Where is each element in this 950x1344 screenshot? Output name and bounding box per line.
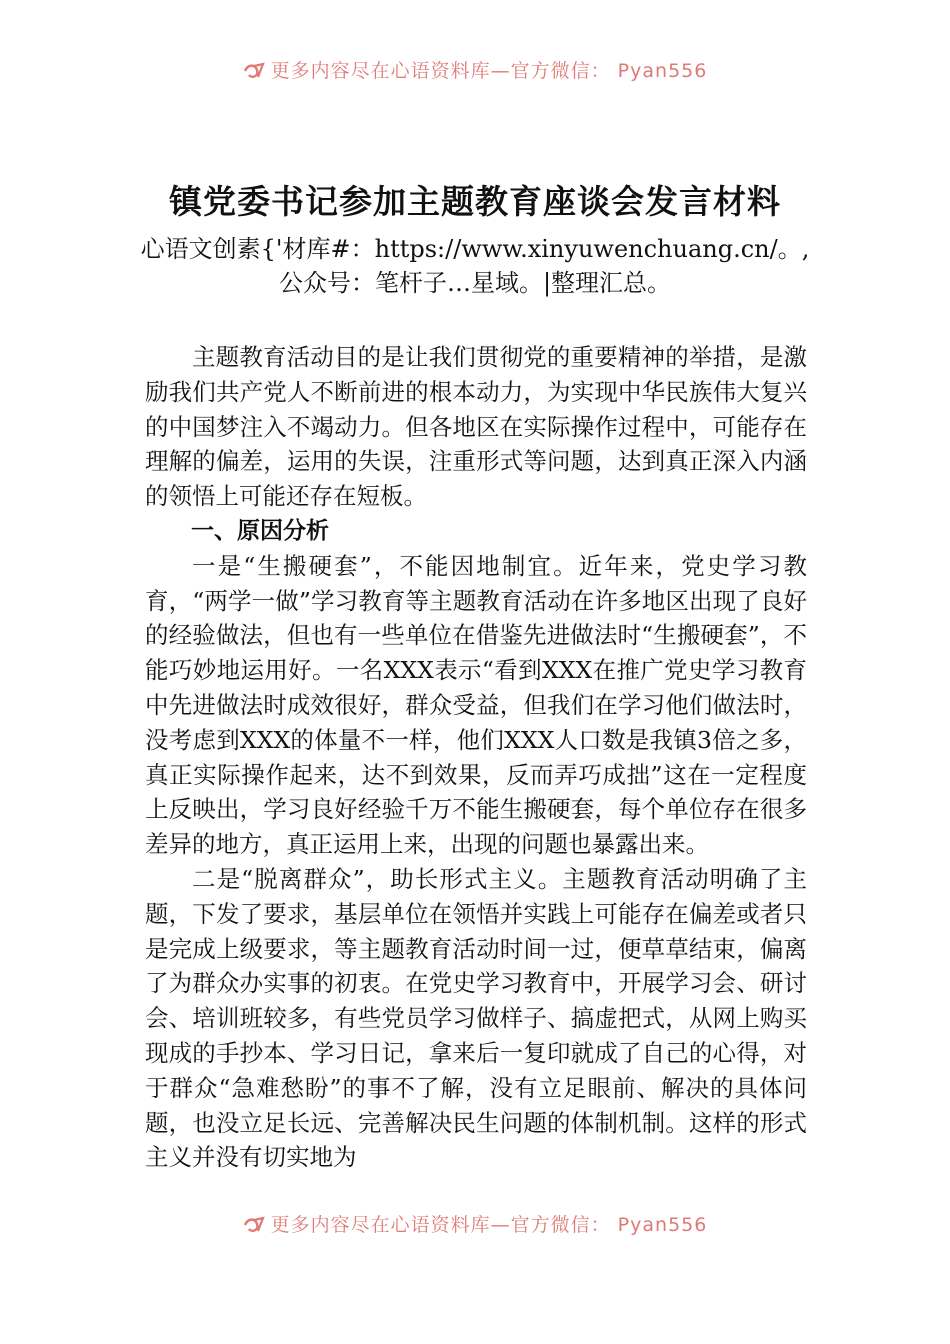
document-body [145,340,807,1175]
watermark-header [0,56,950,82]
body-paragraph: 一是“生搬硬套”，不能因地制宜。近年来，党史学习教育，“两学一做”学习教育等主题教育活动在许多地区出现了良好的经验做法，但也有一些单位在借鉴先进做法时“生搬硬套”，不能巧妙地运用好。一名XXX表示“看到XXX在推广党史学习教育中先进做法时成效很好，群众受益，但我们在学习他们做法时，没考虑到XXX的体量不一样，他们XXX人口数是我镇3倍之多，真正实际操作起来，达不到效果，反而弄巧成拙”这在一定程度上反映出，学习良好经验千万不能生搬硬套，每个单位存在很多差异的地方，真正运用上来，出现的问题也暴露出来。 [145,551,807,859]
section-heading: 一、原因分析 [191,517,329,544]
watermark-text: 更多内容尽在心语资料库—官方微信： Pyan556 [270,1214,708,1236]
watermark-footer [0,1210,950,1236]
document-source-note: 心语文创素{'材库#：https://www.xinyuwenchuang.cn/。,公众号：笔杆子…星域。|整理汇总。 [140,235,810,297]
document-title: 镇党委书记参加主题教育座谈会发言材料 [169,182,781,221]
body-paragraph: 二是“脱离群众”，助长形式主义。主题教育活动明确了主题，下发了要求，基层单位在领悟并实践上可能存在偏差或者只是完成上级要求，等主题教育活动时间一过，便草草结束，偏离了为群众办实事的初衷。在党史学习教育中，开展学习会、研讨会、培训班较多，有些党员学习做样子、搞虚把式，从网上购买现成的手抄本、学习日记，拿来后一复印就成了自己的心得，对于群众“急难愁盼”的事不了解，没有立足眼前、解决的具体问题，也没立足长远、完善解决民生问题的体制机制。这样的形式主义并没有切实地为 [145,864,807,1172]
intro-paragraph: 主题教育活动目的是让我们贯彻党的重要精神的举措，是激励我们共产党人不断前进的根本动力，为实现中华民族伟大复兴的中国梦注入不竭动力。但各地区在实际操作过程中，可能存在理解的偏差，运用的失误，注重形式等问题，达到真正深入内涵的领悟上可能还存在短板。 [145,343,807,511]
brand-logo-icon [243,62,265,80]
brand-logo-icon [243,1216,265,1234]
watermark-text: 更多内容尽在心语资料库—官方微信： Pyan556 [270,60,708,82]
